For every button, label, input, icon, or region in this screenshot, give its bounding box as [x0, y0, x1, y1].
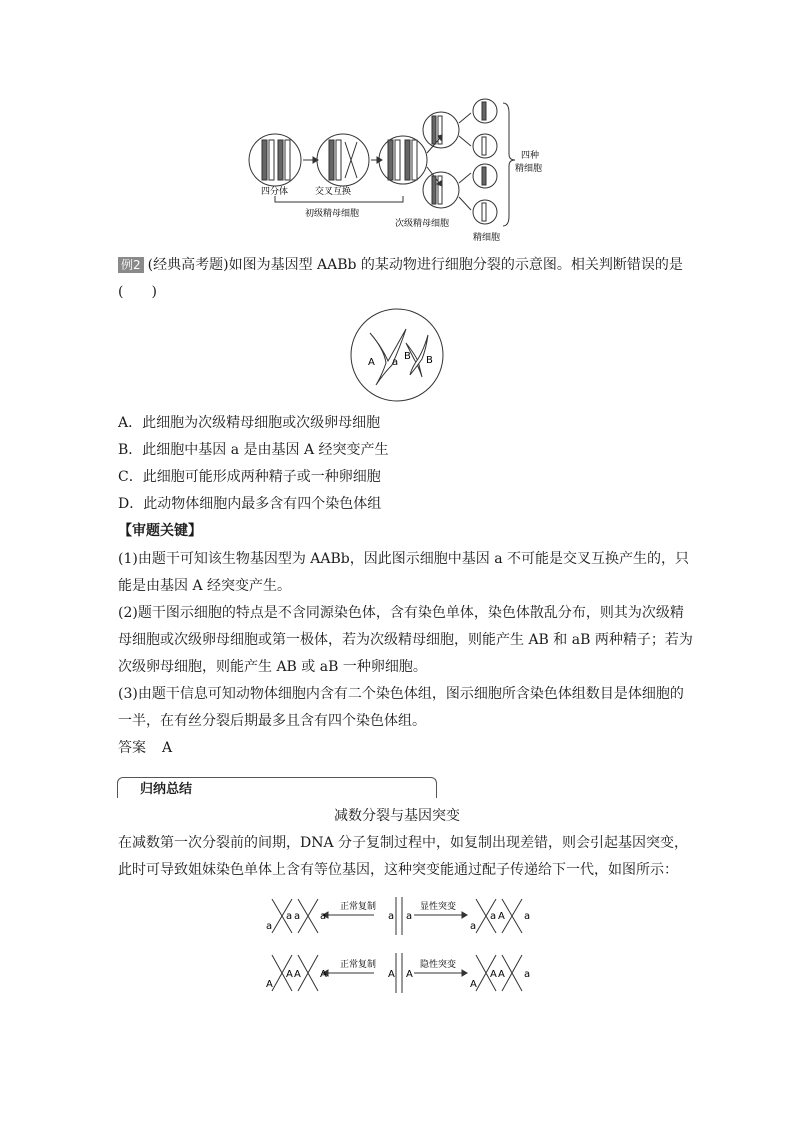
r2-gene-10: a [524, 969, 531, 980]
r1-gene-9: A [498, 911, 505, 922]
option-d: D．此动物体细胞内最多含有四个染色体组 [118, 496, 382, 512]
gene-label-B-left: B [404, 351, 411, 362]
summary-label: 归纳总结 [136, 778, 196, 797]
r2-gene-1: A [266, 979, 273, 990]
question-stem: (经典高考题)如图为基因型 AABb 的某动物进行细胞分裂的示意图。相关判断错误的是 [147, 257, 683, 273]
stage-secondary-label: 次级精母细胞 [395, 219, 450, 229]
analysis-p1-line1: (1)由题干可知该生物基因型为 AABb，因此图示细胞中基因 a 不可能是交叉互换产生的，只 [118, 551, 689, 567]
meiosis-diagram [245, 98, 555, 246]
analysis-p2-line1: (2)题干图示细胞的特点是不含同源染色体，含有染色单体，染色体散乱分布，则其为次级精 [118, 605, 684, 621]
analysis-p2-line2: 母细胞或次级卵母细胞或第一极体，若为次级精母细胞，则能产生 AB 和 aB 两种精子；若为 [118, 632, 693, 648]
answer-line [118, 738, 172, 758]
r1-gene-7: a [470, 921, 477, 932]
question-line-2: ( ) [118, 284, 157, 300]
r1-gene-8: a [490, 911, 497, 922]
r2-gene-9: A [498, 969, 505, 980]
answer-label: 答案 [118, 740, 146, 756]
stage-primary-label: 初级精母细胞 [305, 209, 360, 219]
summary-title: 减数分裂与基因突变 [334, 808, 460, 824]
stage-tetrad-label: 四分体 [261, 187, 289, 197]
question-line-1 [118, 255, 683, 275]
row1-left-arrow-label: 正常复制 [340, 902, 377, 912]
cell-figure [348, 307, 446, 403]
gene-label-A: A [368, 357, 375, 368]
r2-gene-5: A [388, 969, 395, 980]
bracket-label-2: 精细胞 [515, 164, 543, 174]
option-c: C．此细胞可能形成两种精子或一种卵细胞 [118, 469, 381, 485]
analysis-p3-line2: 一半，在有丝分裂后期最多且含有四个染色体组。 [118, 713, 426, 729]
gene-label-a: a [392, 357, 399, 368]
stage-sperm-label: 精细胞 [473, 233, 501, 243]
r2-gene-2: A [286, 969, 293, 980]
r1-gene-3: a [294, 911, 301, 922]
summary-body-line2: 此时可导致姐妹染色单体上含有等位基因，这种突变能通过配子传递给下一代，如图所示： [118, 862, 678, 878]
r2-gene-6: A [406, 969, 413, 980]
gene-label-B-right: B [426, 355, 433, 366]
r1-gene-2: a [286, 911, 293, 922]
r1-gene-1: a [266, 921, 273, 932]
row2-left-arrow-label: 正常复制 [340, 960, 377, 970]
answer-value: A [162, 740, 173, 756]
r1-gene-10: a [524, 911, 531, 922]
r1-gene-4: a [320, 911, 327, 922]
row1-right-arrow-label: 显性突变 [420, 902, 457, 912]
r2-gene-8: A [490, 969, 497, 980]
option-a: A．此细胞为次级精母细胞或次级卵母细胞 [118, 415, 381, 431]
analysis-p1-line2: 能是由基因 A 经突变产生。 [118, 578, 292, 594]
r2-gene-4: A [320, 969, 327, 980]
analysis-p2-line3: 次级卵母细胞，则能产生 AB 或 aB 一种卵细胞。 [118, 659, 427, 675]
r1-gene-6: a [406, 911, 413, 922]
bracket-label-1: 四种 [521, 151, 540, 161]
example-tag: 例2 [118, 257, 144, 273]
r2-gene-3: A [294, 969, 301, 980]
row2-right-arrow-label: 隐性突变 [420, 960, 457, 970]
summary-body-line1: 在减数第一次分裂前的间期，DNA 分子复制过程中，如复制出现差错，则会引起基因突变， [118, 835, 689, 851]
analysis-heading: 【审题关键】 [118, 523, 202, 539]
r1-gene-5: a [388, 911, 395, 922]
option-b: B．此细胞中基因 a 是由基因 A 经突变产生 [118, 442, 389, 458]
mutation-diagram [262, 893, 534, 999]
r2-gene-7: A [470, 979, 477, 990]
analysis-p3-line1: (3)由题干信息可知动物体细胞内含有二个染色体组，图示细胞所含染色体组数目是体细胞的 [118, 686, 684, 702]
stage-crossover-label: 交叉互换 [315, 187, 352, 197]
